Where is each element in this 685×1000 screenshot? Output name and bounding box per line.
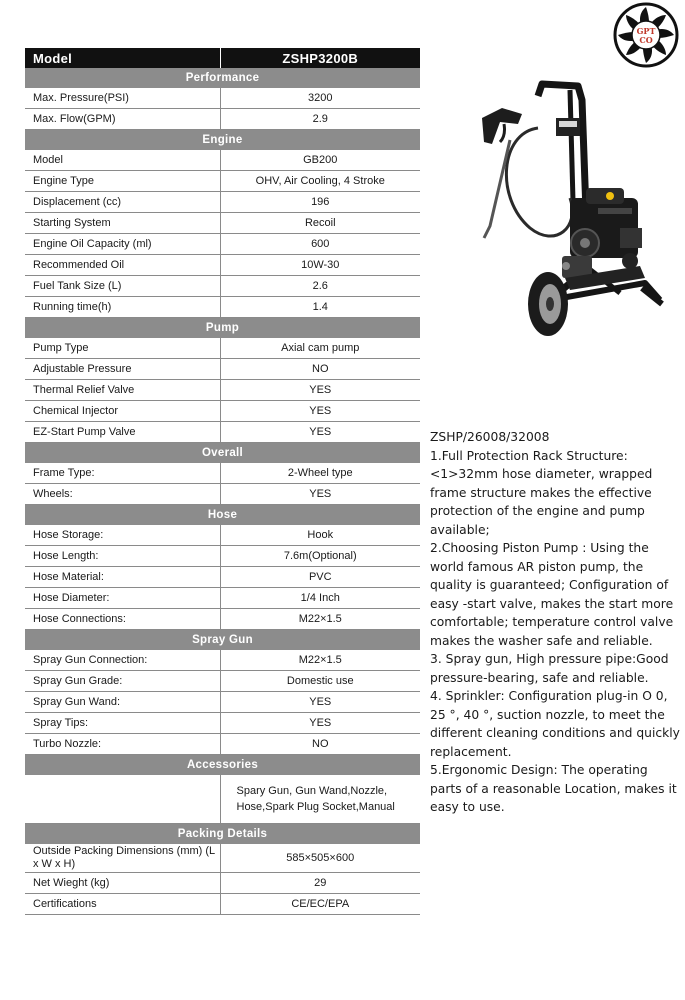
section-header-overall: [25, 443, 420, 464]
logo-text-line2: CO: [639, 35, 653, 45]
description-paragraph: 5.Ergonomic Design: The operating parts of a reasonable Location, makes it easy to use.: [430, 763, 677, 814]
section-title: Accessories: [25, 755, 420, 776]
spec-label: Outside Packing Dimensions (mm) (L x W x H): [25, 844, 220, 873]
section-header-spray-gun: [25, 630, 420, 651]
spec-row: [25, 463, 420, 484]
spec-value: 3200: [220, 88, 420, 109]
spec-label: Max. Flow(GPM): [25, 109, 220, 130]
spec-value: 1/4 Inch: [220, 588, 420, 609]
spec-label: Hose Connections:: [25, 609, 220, 630]
spec-value: Spary Gun, Gun Wand,Nozzle, Hose,Spark Plug Socket,Manual: [220, 775, 420, 824]
spec-label: Wheels:: [25, 484, 220, 505]
section-title: Overall: [25, 443, 420, 464]
spec-label: Engine Oil Capacity (ml): [25, 234, 220, 255]
spec-value: 600: [220, 234, 420, 255]
spec-value: 29: [220, 873, 420, 894]
spec-row: [25, 338, 420, 359]
spec-row: [25, 422, 420, 443]
spec-label: EZ-Start Pump Valve: [25, 422, 220, 443]
spec-label: Model: [25, 150, 220, 171]
description-paragraph: 3. Spray gun, High pressure pipe:Good pressure-bearing, safe and reliable.: [430, 652, 669, 685]
spec-label: Chemical Injector: [25, 401, 220, 422]
spec-label: Recommended Oil: [25, 255, 220, 276]
spec-value: Domestic use: [220, 671, 420, 692]
spec-header-row: [25, 48, 420, 68]
spec-value: 585×505×600: [220, 844, 420, 873]
spec-row: [25, 171, 420, 192]
spec-row: [25, 276, 420, 297]
spec-row: [25, 525, 420, 546]
spec-label: [25, 775, 220, 824]
spec-label: Starting System: [25, 213, 220, 234]
description-heading: ZSHP/26008/32008: [430, 430, 550, 444]
spec-label: Hose Length:: [25, 546, 220, 567]
company-logo: [613, 2, 679, 68]
spec-label: Frame Type:: [25, 463, 220, 484]
spec-row: [25, 401, 420, 422]
spec-value: YES: [220, 380, 420, 401]
spec-value: 196: [220, 192, 420, 213]
description-paragraph: 1.Full Protection Rack Structure: <1>32mm hose diameter, wrapped frame structure makes the effective protection of the engine and pump available;: [430, 448, 653, 537]
spec-value: 1.4: [220, 297, 420, 318]
spec-row: [25, 484, 420, 505]
spec-label: Turbo Nozzle:: [25, 734, 220, 755]
spec-row: [25, 297, 420, 318]
spec-row: [25, 650, 420, 671]
spec-value: NO: [220, 734, 420, 755]
product-description: [430, 428, 680, 817]
spec-row: [25, 671, 420, 692]
spec-row: [25, 588, 420, 609]
spec-row: [25, 609, 420, 630]
spec-row: [25, 775, 420, 824]
spec-row: [25, 213, 420, 234]
spec-value: CE/EC/EPA: [220, 894, 420, 915]
spec-row: [25, 844, 420, 873]
spec-row: [25, 88, 420, 109]
spec-row: [25, 567, 420, 588]
pressure-washer-image: [470, 78, 670, 358]
section-header-packing-details: [25, 824, 420, 845]
spec-label: Hose Diameter:: [25, 588, 220, 609]
spec-value: YES: [220, 401, 420, 422]
section-title: Performance: [25, 68, 420, 88]
header-label: Model: [25, 48, 220, 68]
spec-label: Hose Material:: [25, 567, 220, 588]
logo-graphic: [613, 2, 679, 68]
spec-label: Pump Type: [25, 338, 220, 359]
spec-value: OHV, Air Cooling, 4 Stroke: [220, 171, 420, 192]
spec-label: Engine Type: [25, 171, 220, 192]
description-paragraph: 4. Sprinkler: Configuration plug-in O 0, 25 °, 40 °, suction nozzle, to meet the different cleaning conditions and quickly replacement.: [430, 689, 680, 759]
spec-label: Displacement (cc): [25, 192, 220, 213]
section-header-accessories: [25, 755, 420, 776]
spec-row: [25, 692, 420, 713]
spec-label: Spray Gun Grade:: [25, 671, 220, 692]
header-model-value: ZSHP3200B: [220, 48, 420, 68]
spec-row: [25, 255, 420, 276]
spec-label: Running time(h): [25, 297, 220, 318]
spec-value: 2.6: [220, 276, 420, 297]
spec-value: PVC: [220, 567, 420, 588]
spec-row: [25, 546, 420, 567]
spec-row: [25, 894, 420, 915]
spec-label: Adjustable Pressure: [25, 359, 220, 380]
spec-row: [25, 734, 420, 755]
spec-label: Fuel Tank Size (L): [25, 276, 220, 297]
spec-value: 2-Wheel type: [220, 463, 420, 484]
spec-label: Hose Storage:: [25, 525, 220, 546]
spec-row: [25, 359, 420, 380]
section-title: Pump: [25, 318, 420, 339]
spec-value: Hook: [220, 525, 420, 546]
section-title: Spray Gun: [25, 630, 420, 651]
spec-value: YES: [220, 692, 420, 713]
section-title: Engine: [25, 130, 420, 151]
spec-value: Axial cam pump: [220, 338, 420, 359]
spec-row: [25, 192, 420, 213]
section-header-pump: [25, 318, 420, 339]
spec-value: 7.6m(Optional): [220, 546, 420, 567]
spec-row: [25, 234, 420, 255]
logo-text-line1: GPT: [636, 26, 656, 36]
section-title: Packing Details: [25, 824, 420, 845]
spec-value: 10W-30: [220, 255, 420, 276]
spec-row: [25, 150, 420, 171]
spec-value: YES: [220, 713, 420, 734]
spec-label: Net Wieght (kg): [25, 873, 220, 894]
spec-value: M22×1.5: [220, 650, 420, 671]
description-paragraph: 2.Choosing Piston Pump : Using the world famous AR piston pump, the quality is guaranteed; Configuration of easy -start valve, makes the start more comfortable; temperature control valve makes the washer safe and reliable.: [430, 541, 674, 648]
spec-label: Spray Tips:: [25, 713, 220, 734]
spec-value: 2.9: [220, 109, 420, 130]
spec-table: [25, 48, 420, 915]
spec-row: [25, 713, 420, 734]
spec-label: Spray Gun Wand:: [25, 692, 220, 713]
spec-value: YES: [220, 484, 420, 505]
spec-value: YES: [220, 422, 420, 443]
spec-row: [25, 380, 420, 401]
spec-label: Thermal Relief Valve: [25, 380, 220, 401]
spec-value: NO: [220, 359, 420, 380]
section-title: Hose: [25, 505, 420, 526]
spec-label: Certifications: [25, 894, 220, 915]
section-header-engine: [25, 130, 420, 151]
spec-label: Spray Gun Connection:: [25, 650, 220, 671]
spec-value: M22×1.5: [220, 609, 420, 630]
spec-value: GB200: [220, 150, 420, 171]
spec-label: Max. Pressure(PSI): [25, 88, 220, 109]
section-header-performance: [25, 68, 420, 88]
spec-value: Recoil: [220, 213, 420, 234]
section-header-hose: [25, 505, 420, 526]
spec-row: [25, 873, 420, 894]
spec-row: [25, 109, 420, 130]
